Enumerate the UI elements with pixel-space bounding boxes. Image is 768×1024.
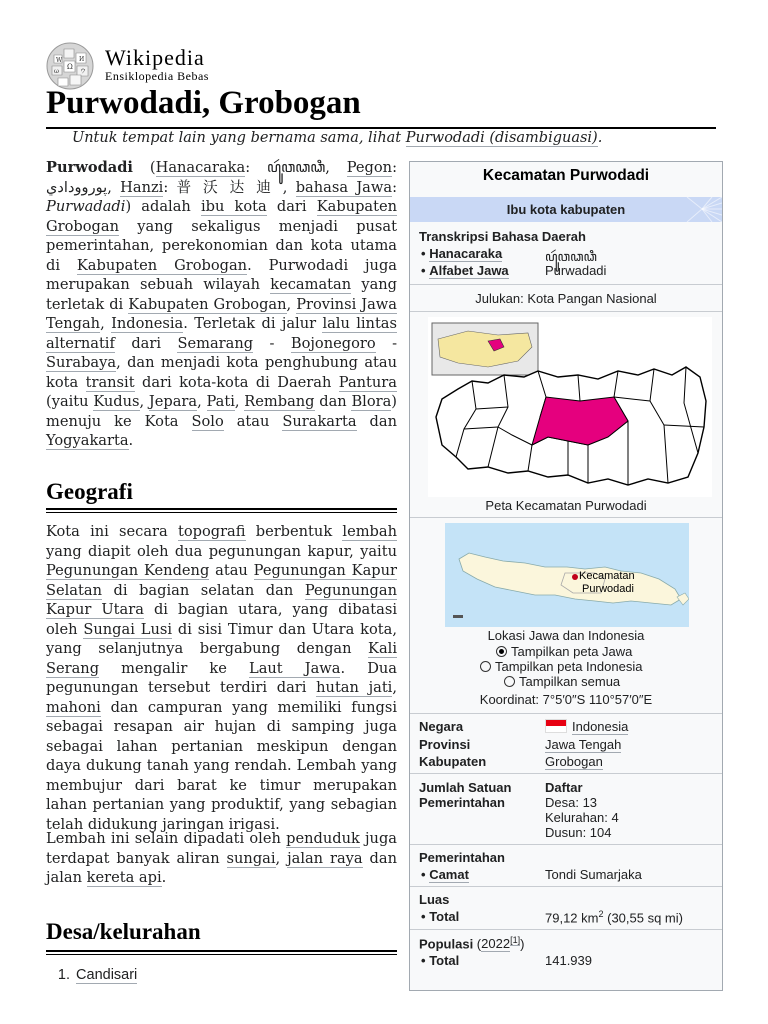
link-pegunungan-kapur-utara[interactable]: Pegunungan Kapur Utara xyxy=(46,581,397,618)
link-hutan-jati[interactable]: hutan jati xyxy=(316,679,393,696)
pemerintahan-label: Pemerintahan xyxy=(419,850,505,865)
link-hanacaraka[interactable]: Hanacaraka xyxy=(155,159,246,176)
link-bojonegoro[interactable]: Bojonegoro xyxy=(290,334,376,352)
link-kabupaten-grobogan[interactable]: Kabupaten Grobogan xyxy=(46,198,398,235)
geografi-paragraph-2: Lembah ini selain dipadati oleh penduduk juga terdapat banyak aliran sungai, jalan raya dan jalan kereta api. xyxy=(46,830,397,886)
wikipedia-wordmark[interactable]: Wikipedia xyxy=(105,45,205,70)
section-divider xyxy=(46,950,397,955)
satuan-label-1: Jumlah Satuan xyxy=(419,780,512,795)
link-yogyakarta[interactable]: Yogyakarta xyxy=(46,432,129,449)
grobogan-district-map-icon xyxy=(428,317,712,497)
link-camat[interactable]: Camat xyxy=(429,867,469,882)
infobox-divider xyxy=(410,886,722,887)
kelurahan-count: Kelurahan: 4 xyxy=(545,810,619,825)
link-indonesia[interactable]: Indonesia xyxy=(111,315,184,332)
link-lembah[interactable]: lembah xyxy=(342,523,397,540)
infobox-divider xyxy=(410,517,722,518)
link-mahoni[interactable]: mahoni xyxy=(46,698,101,716)
radio-peta-indonesia[interactable]: Tampilkan peta Indonesia xyxy=(480,659,642,674)
radio-unselected-icon[interactable] xyxy=(504,676,515,687)
negara-label: Negara xyxy=(419,719,464,734)
disambiguation-link[interactable]: Purwodadi (disambiguasi) xyxy=(405,130,598,146)
section-heading-geografi: Geografi xyxy=(46,479,133,504)
geografi-paragraph-1: Kota ini secara topografi berbentuk lembah yang diapit oleh dua pegunungan kapur, yaitu Pegunungan Kendeng atau Pegunungan Kapur Selatan di bagian selatan dan Pegunungan Kapur Utara di bagian utara, yang dibatasi oleh Sungai Lusi di sisi Timur dan Utara kota, yang selanjutnya bergabung dengan Kali Serang mengalir ke Laut Jawa. Dua pegunungan tersebut terdiri dari hutan jati, mahoni dan campuran yang memiliki fungsi sebagai resapan air hujan di samping juga sebagai lahan pertanian meskipun dengan daya dukung tanah yang rendah. Lembah yang membujur dari barat ke timur merupakan lahan pertanian yang produktif, yang sebagian telah didukung jaringan irigasi. xyxy=(46,523,397,833)
link-surakarta[interactable]: Surakarta xyxy=(282,412,357,430)
wikipedia-globe-logo-icon[interactable] xyxy=(44,41,96,91)
radio-selected-icon[interactable] xyxy=(496,646,507,657)
desa-count: Desa: 13 xyxy=(545,795,598,810)
infobox-divider xyxy=(410,713,722,714)
map-lokasi-jawa[interactable] xyxy=(445,523,689,627)
link-sungai-lusi[interactable]: Sungai Lusi xyxy=(83,620,172,638)
link-kecamatan[interactable]: kecamatan xyxy=(270,276,352,293)
link-populasi-year[interactable]: 2022 xyxy=(481,936,511,952)
coordinates[interactable]: Koordinat: 7°5′0″S 110°57′0″E xyxy=(479,692,653,707)
transkripsi-value-hanacaraka: ꦥꦸꦂꦮꦣꦣꦶ xyxy=(545,249,597,264)
link-provinsi-infobox[interactable]: Jawa Tengah xyxy=(545,737,622,752)
link-semarang[interactable]: Semarang xyxy=(177,334,254,352)
link-pegunungan-kendeng[interactable]: Pegunungan Kendeng xyxy=(46,562,210,579)
transkripsi-value-alfabet-jawa: Purwadadi xyxy=(545,263,607,278)
link-blora[interactable]: Blora xyxy=(351,393,392,410)
link-pegunungan-kapur-selatan[interactable]: Pegunungan Kapur Selatan xyxy=(46,562,397,599)
infobox xyxy=(409,161,723,991)
daftar-label: Daftar xyxy=(545,780,583,795)
map2-caption: Lokasi Jawa dan Indonesia xyxy=(487,628,645,643)
infobox-divider xyxy=(410,311,722,312)
infobox-divider xyxy=(410,929,722,930)
populasi-total-row: • Total xyxy=(421,953,460,968)
link-negara-indonesia[interactable]: Indonesia xyxy=(572,719,629,734)
svg-text:И: И xyxy=(79,56,85,63)
link-bahasa-jawa[interactable]: bahasa Jawa xyxy=(295,178,393,196)
provinsi-value xyxy=(545,737,621,752)
link-jepara[interactable]: Jepara xyxy=(148,393,198,410)
link-pantura[interactable]: Pantura xyxy=(338,373,397,391)
infobox-subtitle-decoration-icon xyxy=(632,197,722,222)
svg-text:Ω: Ω xyxy=(67,63,73,71)
intro-paragraph: Purwodadi (Hanacaraka: ꦥꦸꦂꦮꦣꦣꦶ, Pegon: پوروودادي, Hanzi: 普 沃 达 迪 , bahasa Jawa: Purwadadi) adalah ibu kota dari Kabupaten Grobogan yang sekaligus menjadi pusat pemerintahan, perekonomian dan kota utama di Kabupaten Grobogan. Purwodadi juga merupakan sebuah wilayah kecamatan yang terletak di Kabupaten Grobogan, Provinsi Jawa Tengah, Indonesia. Terletak di jalur lalu lintas alternatif dari Semarang - Bojonegoro - Surabaya, dan menjadi kota penghubung atau kota transit dari kota-kota di Daerah Pantura (yaitu Kudus, Jepara, Pati, Rembang dan Blora) menuju ke Kota Solo atau Surakarta dan Yogyakarta. xyxy=(46,159,398,449)
indonesia-flag-icon xyxy=(545,719,567,733)
link-alternatif[interactable]: alternatif xyxy=(46,334,115,352)
populasi-label: Populasi (2022[1]) xyxy=(419,935,525,952)
link-transit[interactable]: transit xyxy=(85,373,135,391)
infobox-divider xyxy=(410,844,722,845)
link-hanacaraka-infobox[interactable]: Hanacaraka xyxy=(429,246,503,261)
luas-total-row: • Total xyxy=(421,909,460,924)
section-divider xyxy=(46,508,397,513)
satuan-label-2: Pemerintahan xyxy=(419,795,505,810)
camat-row: • Camat xyxy=(421,867,469,882)
link-penduduk[interactable]: penduduk xyxy=(286,830,360,847)
map-marker-label-1: Kecamatan xyxy=(579,570,635,582)
luas-label: Luas xyxy=(419,892,450,907)
infobox-subtitle-band: Ibu kota kabupaten xyxy=(410,197,722,222)
link-jalan-raya[interactable]: jalan raya xyxy=(287,849,363,867)
map-marker-label-2: Purwodadi xyxy=(582,583,634,595)
radio-semua[interactable]: Tampilkan semua xyxy=(504,674,620,689)
infobox-title: Kecamatan Purwodadi xyxy=(482,167,650,184)
link-solo[interactable]: Solo xyxy=(191,412,224,430)
link-topografi[interactable]: topografi xyxy=(177,523,246,540)
link-alfabet-jawa[interactable]: Alfabet Jawa xyxy=(429,263,509,278)
section-heading-desa-kelurahan: Desa/kelurahan xyxy=(46,919,201,944)
transkripsi-row-alfabet-jawa: • Alfabet Jawa xyxy=(421,263,509,278)
link-kudus[interactable]: Kudus xyxy=(93,393,140,410)
java-locator-map-icon xyxy=(445,523,689,627)
provinsi-label: Provinsi xyxy=(419,737,471,752)
negara-value xyxy=(545,719,628,734)
map1-caption: Peta Kecamatan Purwodadi xyxy=(485,498,647,513)
luas-value: 79,12 $km^2$ (30,55 sq mi) xyxy=(545,909,683,926)
kabupaten-label: Kabupaten xyxy=(419,754,487,769)
link-pegon[interactable]: Pegon xyxy=(346,159,393,176)
transkripsi-row-hanacaraka: • Hanacaraka xyxy=(421,246,503,261)
radio-unselected-icon[interactable] xyxy=(480,661,491,672)
map-kecamatan-grobogan[interactable] xyxy=(428,317,712,497)
list-item: 1. Candisari xyxy=(57,967,138,983)
julukan: Julukan: Kota Pangan Nasional xyxy=(475,291,657,306)
link-surabaya[interactable]: Surabaya xyxy=(46,354,117,371)
hatnote: Untuk tempat lain yang bernama sama, lihat Purwodadi (disambiguasi). xyxy=(72,130,603,146)
link-lalu-lintas[interactable]: lalu lintas xyxy=(322,315,397,332)
link-rembang[interactable]: Rembang xyxy=(244,393,315,410)
page-title: Purwodadi, Grobogan xyxy=(46,85,361,121)
link-kali-serang[interactable]: Kali Serang xyxy=(46,640,397,677)
link-sungai[interactable]: sungai xyxy=(226,849,276,867)
kabupaten-value xyxy=(545,754,603,769)
infobox-divider xyxy=(410,773,722,774)
link-pati[interactable]: Pati xyxy=(206,393,235,410)
link-candisari[interactable]: Candisari xyxy=(76,967,138,983)
link-kabupaten-grobogan-3[interactable]: Kabupaten Grobogan xyxy=(128,295,287,313)
link-provinsi-jawa-tengah[interactable]: Provinsi Jawa Tengah xyxy=(46,295,397,332)
infobox-divider xyxy=(410,284,722,285)
svg-text:W: W xyxy=(56,57,63,64)
link-kabupaten-grobogan-2[interactable]: Kabupaten Grobogan xyxy=(76,256,248,274)
camat-value: Tondi Sumarjaka xyxy=(545,867,642,882)
link-hanzi[interactable]: Hanzi xyxy=(120,178,164,196)
svg-text:ウ: ウ xyxy=(80,68,87,75)
link-kabupaten-infobox[interactable]: Grobogan xyxy=(545,754,603,769)
radio-peta-jawa[interactable]: Tampilkan peta Jawa xyxy=(496,644,632,659)
wikipedia-tagline: Ensiklopedia Bebas xyxy=(105,69,209,83)
dusun-count: Dusun: 104 xyxy=(545,825,612,840)
reference-link[interactable]: [1] xyxy=(510,935,521,945)
transkripsi-heading: Transkripsi Bahasa Daerah xyxy=(419,229,586,244)
populasi-value: 141.939 xyxy=(545,953,592,968)
link-kereta-api[interactable]: kereta api xyxy=(86,869,162,886)
desa-list xyxy=(46,967,137,983)
link-laut-jawa[interactable]: Laut Jawa xyxy=(249,659,341,677)
link-ibu-kota[interactable]: ibu kota xyxy=(200,198,267,215)
svg-text:ω: ω xyxy=(54,68,59,75)
